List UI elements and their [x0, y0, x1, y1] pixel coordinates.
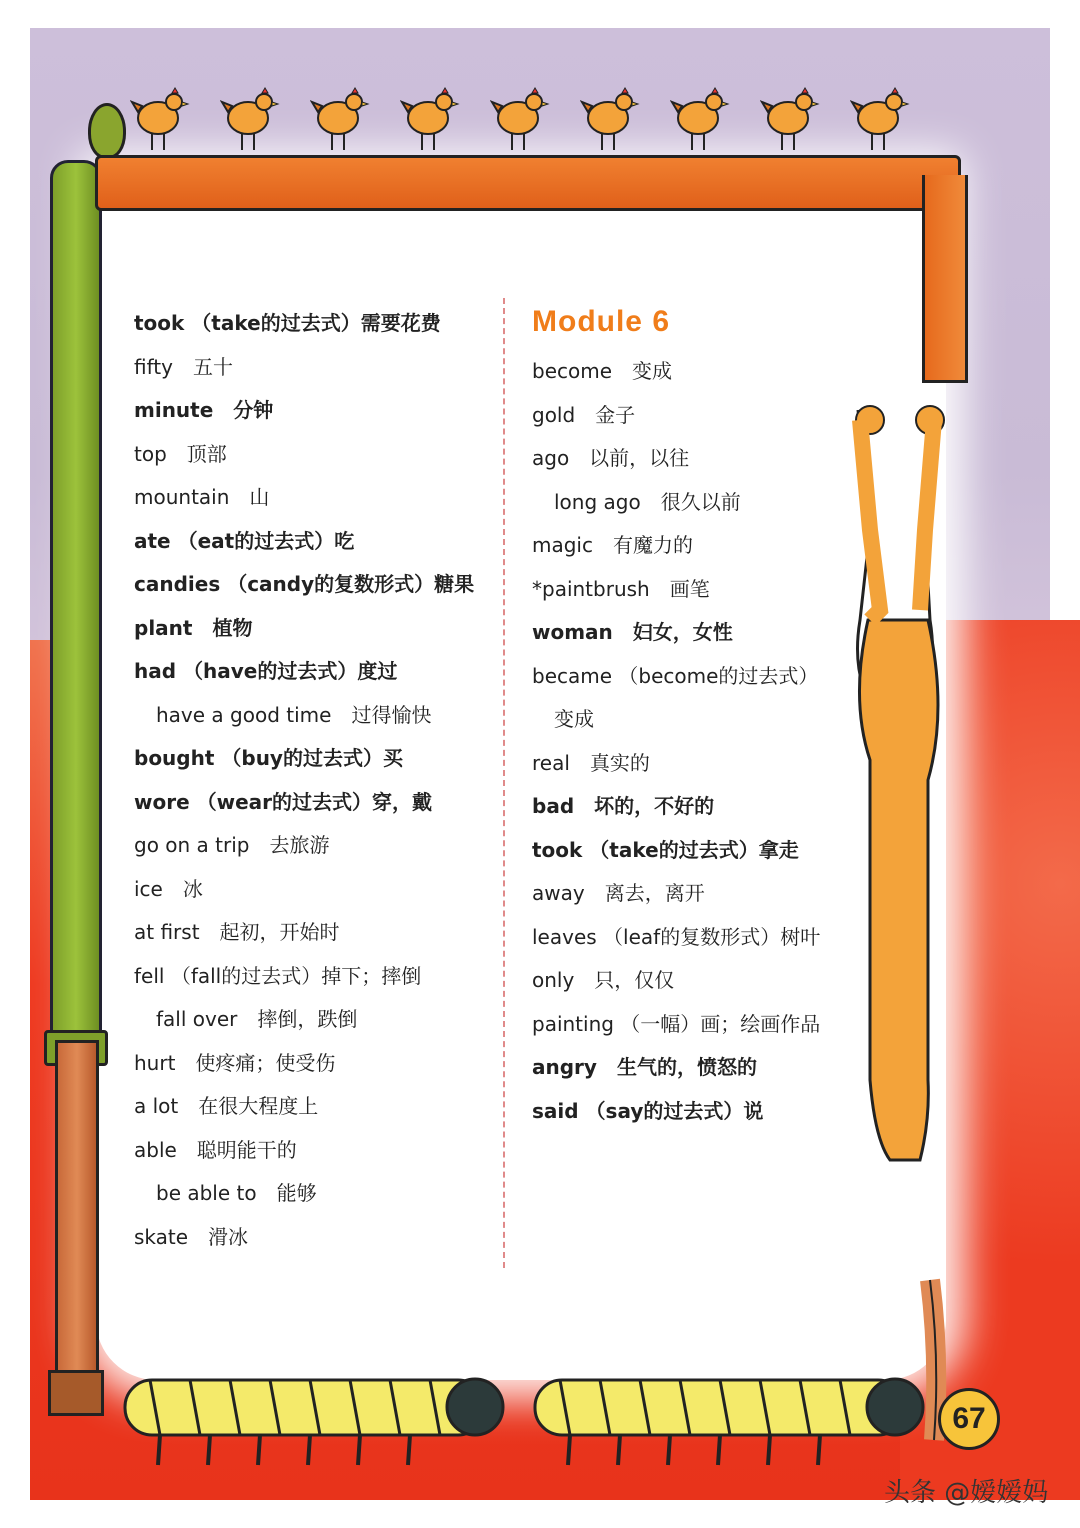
vocabulary-entry: took （take的过去式）需要花费: [134, 311, 441, 335]
vocabulary-entry: a lot 在很大程度上: [134, 1094, 319, 1118]
vocabulary-entry: took （take的过去式）拿走: [532, 837, 799, 862]
hen-icon: [220, 82, 280, 152]
vocabulary-entry: be able to 能够: [156, 1181, 317, 1205]
vocabulary-entry: *paintbrush 画笔: [532, 576, 710, 601]
orange-top-beam: [95, 155, 961, 211]
vocabulary-entry: had （have的过去式）度过: [134, 659, 398, 683]
vocabulary-entry: ate （eat的过去式）吃: [134, 528, 355, 553]
left-vocabulary-column: [134, 305, 504, 1262]
pipe-base: [48, 1370, 104, 1416]
vocabulary-entry: able 聪明能干的: [134, 1137, 297, 1162]
vocabulary-entry: long ago 很久以前: [554, 489, 741, 514]
vocabulary-entry: woman 妇女，女性: [532, 620, 733, 644]
brown-pipe-illustration: [55, 1040, 99, 1416]
hen-icon: [490, 82, 550, 152]
vocabulary-entry: away 离去，离开: [532, 881, 705, 905]
vocabulary-entry: become 变成: [532, 359, 673, 383]
vocabulary-entry: ago 以前，以往: [532, 446, 690, 470]
vocabulary-entry: painting （一幅）画；绘画作品: [532, 1011, 821, 1036]
vocabulary-entry: leaves （leaf的复数形式）树叶: [532, 924, 821, 949]
right-vocabulary-column: [532, 353, 862, 1136]
vocabulary-entry: only 只，仅仅: [532, 968, 675, 992]
caterpillar-illustration: [120, 1365, 510, 1475]
vocabulary-entry: angry 生气的，愤怒的: [532, 1055, 757, 1079]
vocabulary-entry: wore （wear的过去式）穿，戴: [134, 789, 433, 814]
orange-right-beam: [922, 175, 968, 383]
vocabulary-entry: bad 坏的，不好的: [532, 794, 715, 818]
green-pipe-illustration: [50, 160, 102, 1046]
vocabulary-entry: became （become的过去式）: [532, 663, 819, 688]
vocabulary-entry: have a good time 过得愉快: [156, 702, 432, 727]
vocabulary-entry: minute 分钟: [134, 398, 274, 422]
vocabulary-entry: go on a trip 去旅游: [134, 833, 330, 857]
hen-icon: [760, 82, 820, 152]
vocabulary-entry: said （say的过去式）说: [532, 1098, 764, 1123]
hen-icon: [580, 82, 640, 152]
vocabulary-entry: skate 滑冰: [134, 1224, 249, 1249]
vocabulary-entry: fell （fall的过去式）掉下；摔倒: [134, 963, 422, 988]
vocabulary-entry: gold 金子: [532, 402, 636, 427]
vocabulary-entry: ice 冰: [134, 876, 203, 901]
vocabulary-entry: plant 植物: [134, 615, 253, 640]
hen-icon: [310, 82, 370, 152]
vocabulary-entry: bought （buy的过去式）买: [134, 746, 403, 770]
hen-icon: [850, 82, 910, 152]
vocabulary-entry: top 顶部: [134, 441, 227, 466]
vocabulary-entry: fifty 五十: [134, 354, 233, 379]
hens-row-illustration: [130, 82, 910, 157]
page-number: 67: [938, 1388, 1000, 1450]
vocabulary-entry: mountain 山: [134, 485, 270, 509]
hen-icon: [130, 82, 190, 152]
vocabulary-entry: 变成: [554, 707, 594, 731]
vocabulary-entry: candies （candy的复数形式）糖果: [134, 572, 475, 596]
vocabulary-entry: real 真实的: [532, 750, 650, 775]
hen-icon: [670, 82, 730, 152]
hen-icon: [400, 82, 460, 152]
watermark: 头条 @嫒嫒妈: [884, 1478, 1049, 1508]
vocabulary-entry: magic 有魔力的: [532, 533, 693, 557]
bud-illustration: [88, 103, 126, 159]
vocabulary-entry: at first 起初，开始时: [134, 920, 340, 944]
caterpillar-illustration: [530, 1365, 930, 1475]
vocabulary-entry: fall over 摔倒，跌倒: [156, 1007, 358, 1031]
vocabulary-entry: hurt 使疼痛；使受伤: [134, 1050, 336, 1075]
module-title: Module 6: [532, 305, 671, 338]
